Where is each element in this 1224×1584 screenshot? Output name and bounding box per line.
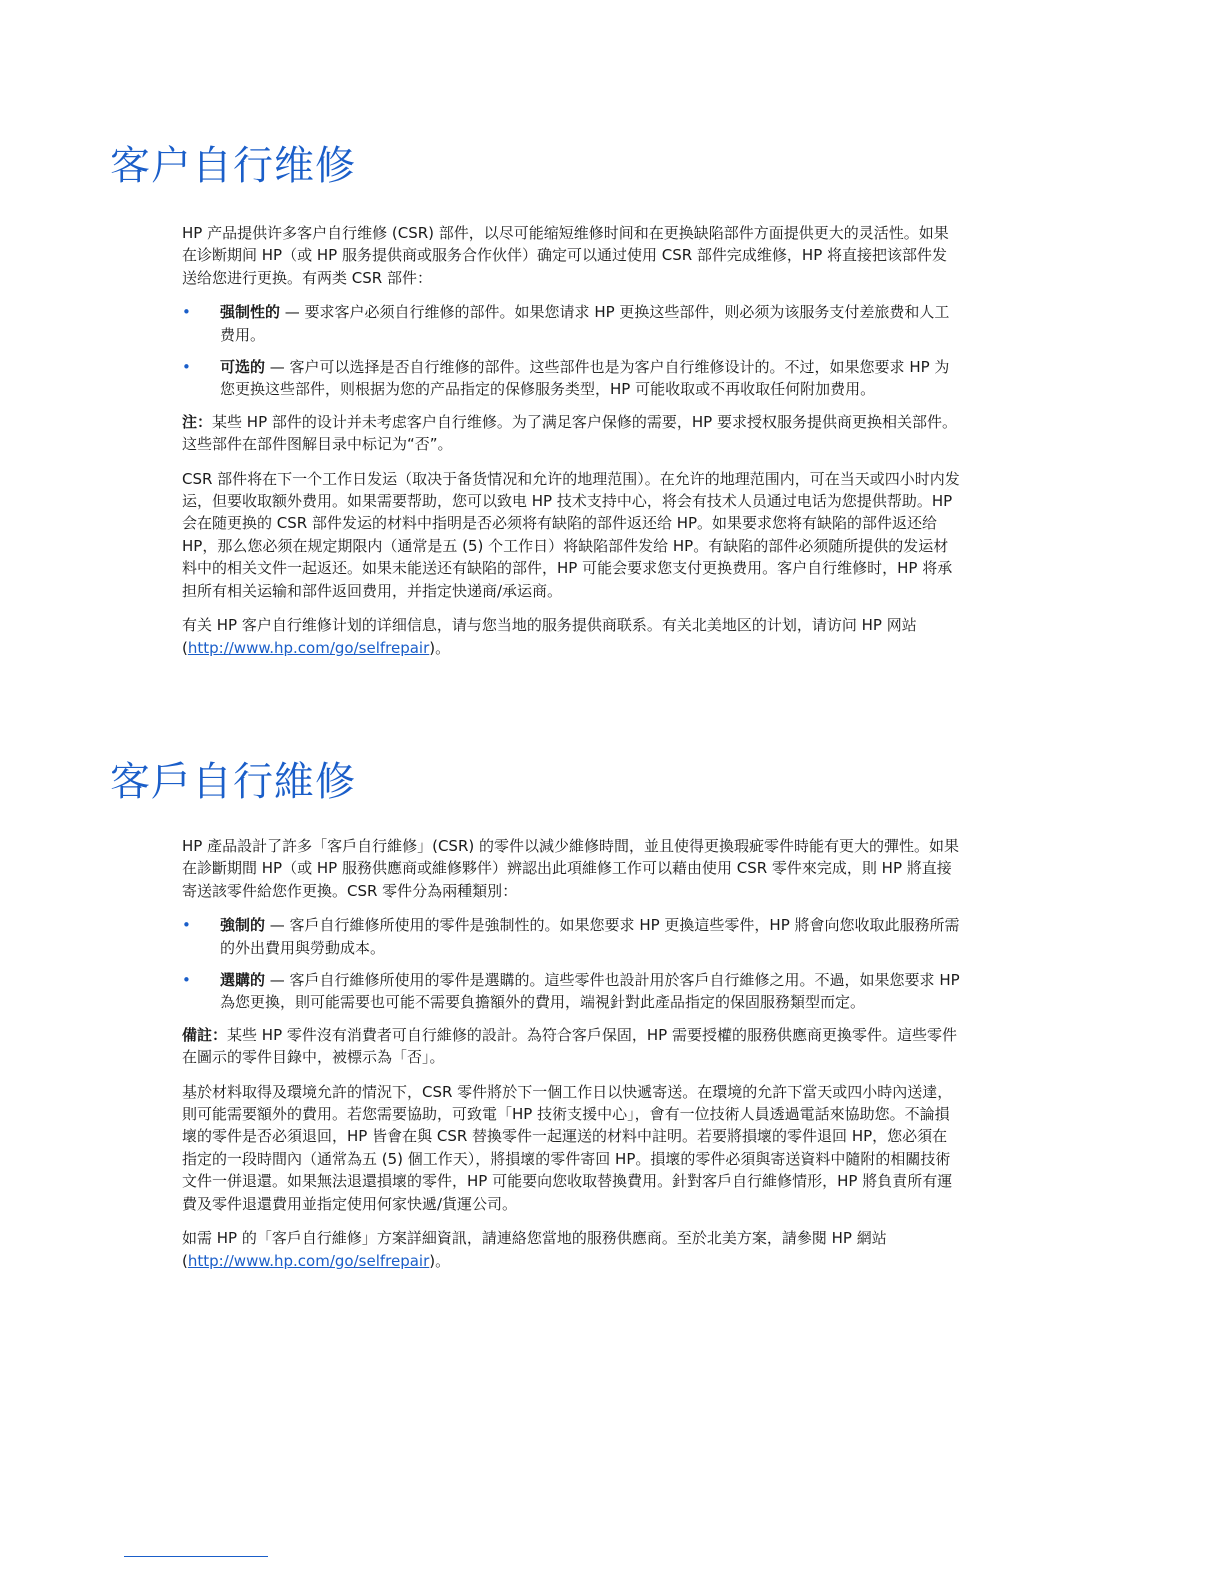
- section-title-sc: 客户自行维修: [110, 143, 356, 189]
- term-mandatory: 强制性的: [220, 303, 281, 322]
- term-optional: 選購的: [220, 971, 266, 990]
- term-description: — 客户可以选择是否自行维修的部件。这些部件也是为客户自行维修设计的。不过，如果您要求 HP 为您更换这些部件，则根据为您的产品指定的保修服务类型，HP 可能收取或不再收取任何附加费用。: [220, 358, 950, 399]
- csr-types-list-sc: [182, 301, 960, 401]
- section-title-tc: 客戶自行維修: [110, 759, 356, 805]
- note-label: 注：: [182, 412, 213, 431]
- list-item: [182, 301, 960, 346]
- term-optional: 可选的: [220, 358, 266, 377]
- bullet-icon: •: [182, 303, 191, 322]
- term-mandatory: 強制的: [220, 916, 266, 935]
- list-item: [182, 356, 960, 401]
- note-paragraph-tc: [182, 1024, 960, 1069]
- selfrepair-link[interactable]: http://www.hp.com/go/selfrepair: [187, 1251, 430, 1270]
- term-description: — 客戶自行維修所使用的零件是強制性的。如果您要求 HP 更換這些零件，HP 將會向您收取此服務所需的外出費用與勞動成本。: [220, 916, 960, 957]
- note-text: 某些 HP 部件的设计并未考虑客户自行维修。为了满足客户保修的需要，HP 要求授权服务提供商更换相关部件。这些部件在部件图解目录中标记为“否”。: [182, 412, 957, 454]
- bullet-icon: •: [182, 971, 191, 990]
- bullet-icon: •: [182, 358, 191, 377]
- section-body-sc: [182, 222, 960, 671]
- shipping-paragraph-sc: CSR 部件将在下一个工作日发运（取决于备货情况和允许的地理范围）。在允许的地理范围内，可在当天或四小时内发运，但要收取额外费用。如果需要帮助，您可以致电 HP 技术支持中心，将会有技术人员通过电话为您提供帮助。HP 会在随更换的 CSR 部件发运的材料中指明是否必须将有缺陷的部件返还给 HP。如果要求您将有缺陷的部件返还给 HP，那么您必须在规定期限内（通常是五 (5) 个工作日）将缺陷部件发给 HP。有缺陷的部件必须随所提供的发运材料中的相关文件一起返还。如果未能送还有缺陷的部件，HP 可能会要求您支付更换费用。客户自行维修时，HP 将承担所有相关运输和部件返回费用，并指定快递商/承运商。: [182, 469, 960, 600]
- intro-paragraph-sc: HP 产品提供许多客户自行维修 (CSR) 部件，以尽可能缩短维修时间和在更换缺陷部件方面提供更大的灵活性。如果在诊断期间 HP（或 HP 服务提供商或服务合作伙伴）确定可以通过使用 CSR 部件完成维修，HP 将直接把该部件发送给您进行更换。有两类 CSR 部件：: [182, 224, 949, 287]
- list-item: [182, 969, 960, 1014]
- shipping-paragraph-tc: 基於材料取得及環境允許的情況下，CSR 零件將於下一個工作日以快遞寄送。在環境的允許下當天或四小時內送達，則可能需要額外的費用。若您需要協助，可致電「HP 技術支援中心」，會有一位技術人員透過電話來協助您。不論損壞的零件是否必須退回，HP 皆會在與 CSR 替換零件一起運送的材料中註明。若要將損壞的零件退回 HP，您必須在指定的一段時間內（通常為五 (5) 個工作天），將損壞的零件寄回 HP。損壞的零件必須與寄送資料中隨附的相關技術文件一併退還。如果無法退還損壞的零件，HP 可能要向您收取替換費用。針對客戶自行維修情形，HP 將負責所有運費及零件退還費用並指定使用何家快遞/貨運公司。: [182, 1082, 953, 1213]
- note-text: 某些 HP 零件沒有消費者可自行維修的設計。為符合客戶保固，HP 需要授權的服務供應商更換零件。這些零件在圖示的零件目錄中，被標示為「否」。: [182, 1025, 957, 1067]
- term-description: — 客戶自行維修所使用的零件是選購的。這些零件也設計用於客戶自行維修之用。不過，如果您要求 HP 為您更換，則可能需要也可能不需要負擔額外的費用，端視針對此產品指定的保固服務類型而定。: [220, 971, 960, 1012]
- contact-paragraph-tc: 如需 HP 的「客戶自行維修」方案詳細資訊，請連絡您當地的服務供應商。至於北美方案，請參閱 HP 網站 (http://www.hp.com/go/selfrepair)。: [182, 1229, 887, 1270]
- term-description: — 要求客户必须自行维修的部件。如果您请求 HP 更换这些部件，则必须为该服务支付差旅费和人工费用。: [220, 303, 950, 344]
- footer-rule: [124, 1556, 268, 1557]
- list-item: [182, 914, 960, 959]
- note-label: 備註：: [182, 1025, 228, 1044]
- note-paragraph-sc: [182, 411, 960, 456]
- selfrepair-link[interactable]: http://www.hp.com/go/selfrepair: [187, 638, 430, 657]
- contact-paragraph-sc: 有关 HP 客户自行维修计划的详细信息，请与您当地的服务提供商联系。有关北美地区的计划，请访问 HP 网站 (http://www.hp.com/go/selfrepair)。: [182, 616, 917, 657]
- bullet-icon: •: [182, 916, 191, 935]
- intro-paragraph-tc: HP 產品設計了許多「客戶自行維修」(CSR) 的零件以減少維修時間，並且使得更換瑕疵零件時能有更大的彈性。如果在診斷期間 HP（或 HP 服務供應商或維修夥伴）辨認出此項維修工作可以藉由使用 CSR 零件來完成，則 HP 將直接寄送該零件給您作更換。CSR 零件分為兩種類別：: [182, 837, 959, 900]
- section-body-tc: [182, 835, 960, 1284]
- csr-types-list-tc: [182, 914, 960, 1014]
